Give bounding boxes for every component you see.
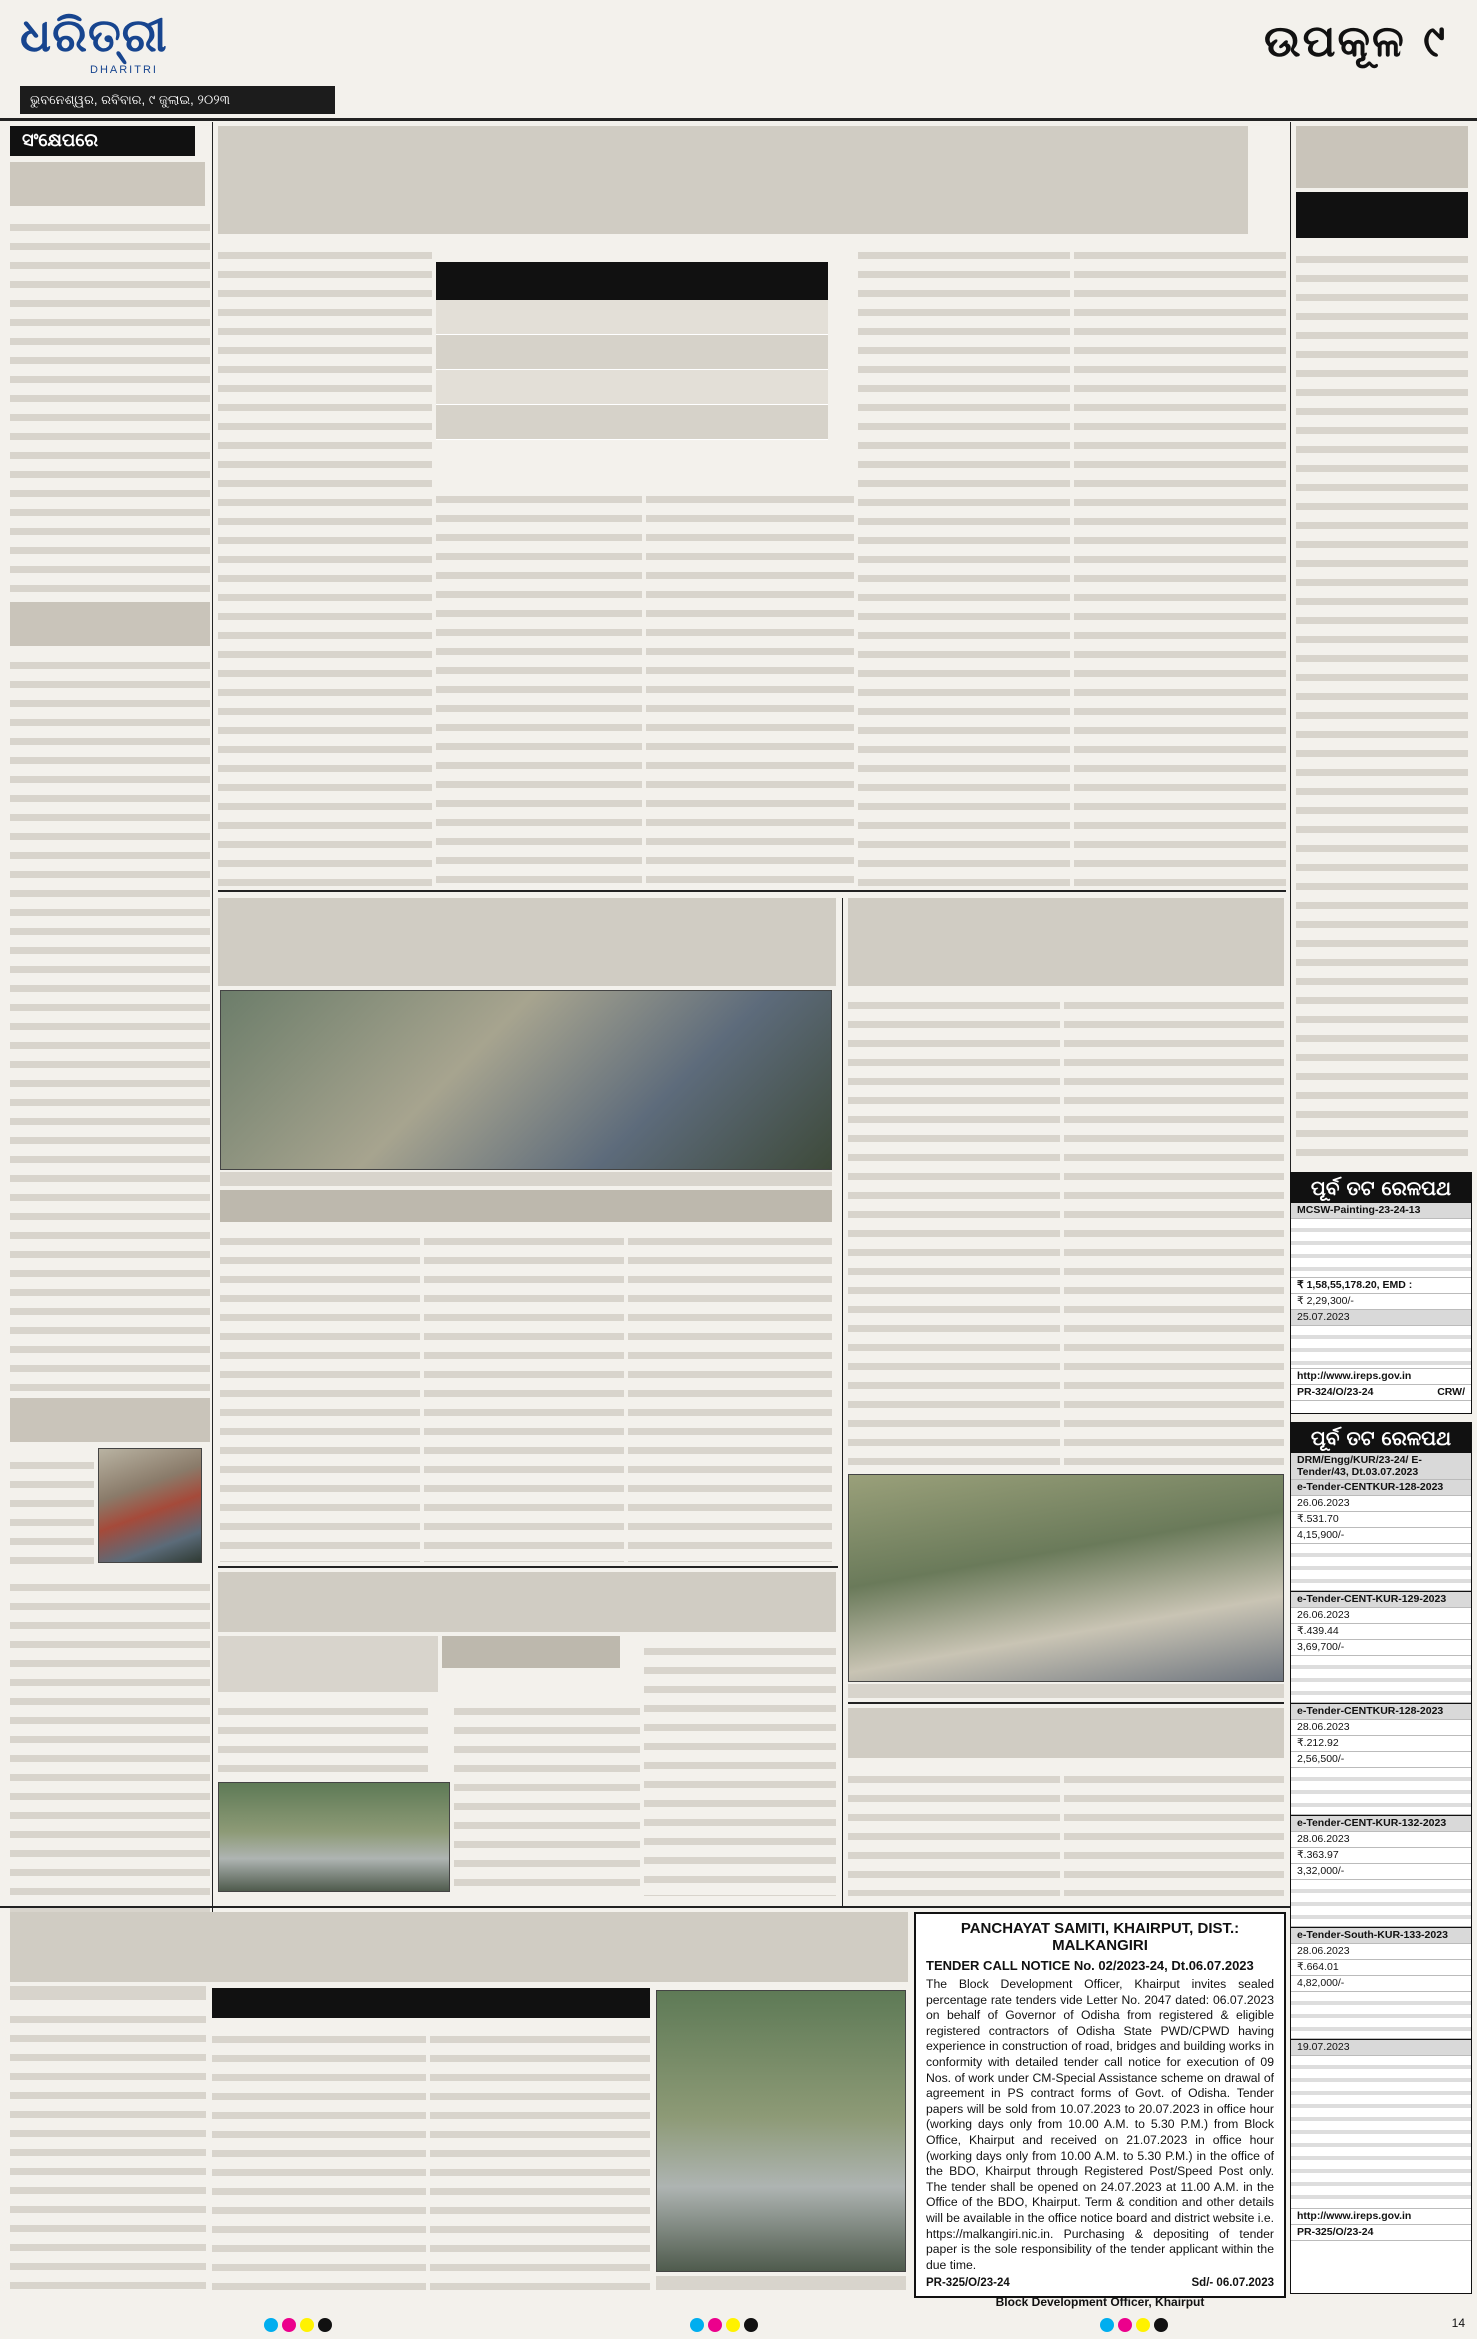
right-headline	[1296, 126, 1468, 188]
logo-text: ଧରିତ୍ରୀ	[20, 8, 168, 62]
tender-signatory: Block Development Officer, Khairput	[995, 2295, 1205, 2310]
section-tag: ସଂକ୍ଷେପରେ	[10, 126, 195, 156]
rail2-item-value: ₹.363.97	[1291, 1848, 1471, 1864]
rail2-item-date: 26.06.2023	[1291, 1608, 1471, 1624]
story4-col2	[454, 1696, 640, 1896]
brief-story-2	[10, 650, 210, 1396]
story5-col2	[1064, 1764, 1284, 1896]
rail2-item-emd: 3,32,000/-	[1291, 1864, 1471, 1880]
rail2-url[interactable]: http://www.ireps.gov.in	[1291, 2209, 1471, 2225]
story3-headline	[848, 898, 1284, 986]
story2-headline	[218, 898, 836, 986]
rail2-item	[1291, 1592, 1471, 1704]
rail2-item-no: e-Tender-CENT-KUR-132-2023	[1291, 1816, 1471, 1832]
logo-latin: DHARITRI	[90, 64, 158, 76]
bottom-col2	[212, 2024, 426, 2298]
bottom-caption	[656, 2276, 906, 2290]
story3-col1	[848, 990, 1060, 1470]
story2-col2	[424, 1226, 624, 1562]
rail1-closing: 25.07.2023	[1291, 1310, 1471, 1326]
reg-mark-yellow	[300, 2318, 314, 2332]
rail1-head: ପୂର୍ବ ତଟ ରେଳପଥ	[1291, 1173, 1471, 1203]
rail-tender-2	[1290, 1422, 1472, 2294]
story2-col1	[220, 1226, 420, 1562]
story5-headline	[848, 1708, 1284, 1758]
bullet-1	[436, 300, 828, 335]
bottom-byline	[10, 1986, 206, 2000]
rail1-footer: CRW/	[1437, 1386, 1465, 1398]
rail2-item-date: 28.06.2023	[1291, 1720, 1471, 1736]
bottom-subhead	[212, 1988, 650, 2018]
story4-headline	[218, 1572, 836, 1632]
rail2-head: ପୂର୍ବ ତଟ ରେଳପଥ	[1291, 1423, 1471, 1453]
story2-photo	[220, 990, 832, 1170]
rail2-closing: 19.07.2023	[1291, 2040, 1471, 2056]
bullet-2	[436, 335, 828, 370]
story5-col1	[848, 1764, 1060, 1896]
story4-photo	[218, 1782, 450, 1892]
rail2-item-date: 28.06.2023	[1291, 1944, 1471, 1960]
rail2-item-date: 28.06.2023	[1291, 1832, 1471, 1848]
rail2-item-emd: 3,69,700/-	[1291, 1640, 1471, 1656]
brief-story-3a	[10, 1450, 94, 1570]
rail1-amount: ₹ 1,58,55,178.20, EMD :	[1291, 1278, 1471, 1294]
rail1-ref: MCSW-Painting-23-24-13	[1291, 1203, 1471, 1219]
dateline: ଭୁବନେଶ୍ୱର, ରବିବାର, ୯ ଜୁଲାଇ, ୨୦୨୩	[20, 86, 335, 114]
rail2-item	[1291, 1816, 1471, 1928]
bottom-headline	[10, 1912, 908, 1982]
masthead-logo	[20, 8, 250, 94]
tender-signed: Sd/- 06.07.2023	[1191, 2277, 1274, 2290]
lead-bullet-box	[436, 262, 828, 480]
rail1-amount2: ₹ 2,29,300/-	[1291, 1294, 1471, 1310]
story3-col2	[1064, 990, 1284, 1470]
rail2-item-value: ₹.439.44	[1291, 1624, 1471, 1640]
brief-headline-2	[10, 602, 210, 646]
tender-body: The Block Development Officer, Khairput invites sealed percentage rate tenders vide Letter No. 2047 dated: 06.07.2023 on behalf of Governor of Odisha from registered & eligible registered contractors of Odisha State PWD/CPWD having experience in construction of road, bridges and building works in conformity with detailed tender call notice for execution of 09 Nos. of work under CM-Special Assistance scheme on drawal of agreement in PS contract forms of Govt. of Odisha. Tender papers will be sold from 10.07.2023 to 20.07.2023 in office hour (working days only from 10.00 A.M. to 5.30 P.M.) from Block Office, Khairput and received on 21.07.2023 in office hour (working days only from 10.00 A.M. to 5.30 P.M.) in the office of the BDO, Khairput through Registered Post/Speed Post only. The tender shall be opened on 24.07.2023 at 11.00 A.M. in the Office of the BDO, Khairput. Term & condition and other details will be available in the office notice board and district website i.e. https://malkangiri.nic.in. Purchasing & depositing of tender paper is the sole responsibility of the tender applicant within the due time.	[926, 1977, 1274, 2272]
brief-headline-1	[10, 162, 205, 208]
obituary-photo	[98, 1448, 202, 1563]
rail-tender-1	[1290, 1172, 1472, 1414]
rail2-pr: PR-325/O/23-24	[1291, 2225, 1471, 2241]
rail2-item-emd: 4,15,900/-	[1291, 1528, 1471, 1544]
rail2-item	[1291, 1704, 1471, 1816]
masthead-rule	[0, 118, 1477, 121]
rail1-url[interactable]: http://www.ireps.gov.in	[1291, 1369, 1471, 1385]
lead-story-col1	[218, 240, 432, 886]
story4-subhead	[442, 1636, 620, 1668]
bullet-4	[436, 405, 828, 440]
story4-col1a	[218, 1696, 428, 1778]
page-number: 14	[1451, 2316, 1465, 2330]
rail2-item	[1291, 1928, 1471, 2040]
story3-photo	[848, 1474, 1284, 1682]
right-subhead	[1296, 192, 1468, 238]
section-name: ଉପକୂଳ ୯	[1263, 16, 1447, 67]
right-story	[1296, 244, 1468, 1168]
lead-story-col2	[436, 484, 642, 886]
rail2-item	[1291, 1480, 1471, 1592]
reg-mark-cyan	[264, 2318, 278, 2332]
rail2-item-value: ₹.531.70	[1291, 1512, 1471, 1528]
brief-headline-3	[10, 1398, 210, 1442]
rail2-item-no: e-Tender-CENT-KUR-129-2023	[1291, 1592, 1471, 1608]
rail2-items	[1291, 1480, 1471, 2040]
bottom-photo	[656, 1990, 906, 2272]
bottom-col1	[10, 2004, 206, 2298]
rail2-item-date: 26.06.2023	[1291, 1496, 1471, 1512]
story2-caption	[220, 1172, 832, 1186]
rail2-item-emd: 2,56,500/-	[1291, 1752, 1471, 1768]
story2-col3	[628, 1226, 832, 1562]
lead-story-col4	[858, 240, 1070, 886]
reg-mark-black	[318, 2318, 332, 2332]
story2-subhead	[220, 1190, 832, 1222]
lead-headline	[218, 126, 1248, 234]
tender-title: PANCHAYAT SAMITI, KHAIRPUT, DIST.: MALKANGIRI	[960, 1920, 1240, 1954]
tender-ref: PR-325/O/23-24	[926, 2277, 1010, 2290]
rail2-item-value: ₹.664.01	[1291, 1960, 1471, 1976]
bullet-3	[436, 370, 828, 405]
bullet-box-title	[436, 262, 828, 300]
lead-story-col5	[1074, 240, 1286, 886]
rail2-item-value: ₹.212.92	[1291, 1736, 1471, 1752]
story3-caption	[848, 1684, 1284, 1698]
rail1-pr: PR-324/O/23-24	[1297, 1386, 1374, 1398]
rail2-item-no: e-Tender-CENTKUR-128-2023	[1291, 1480, 1471, 1496]
story4-byline	[218, 1636, 438, 1692]
lead-story-col3	[646, 484, 854, 886]
reg-mark-magenta	[282, 2318, 296, 2332]
panchayat-tender-notice	[914, 1912, 1286, 2310]
rail2-item-no: e-Tender-South-KUR-133-2023	[1291, 1928, 1471, 1944]
tender-notice-no: TENDER CALL NOTICE No. 02/2023-24, Dt.06.07.2023	[926, 1958, 1254, 1973]
rail2-ref: DRM/Engg/KUR/23-24/ E-Tender/43, Dt.03.07.2023	[1291, 1453, 1471, 1480]
rail2-item-emd: 4,82,000/-	[1291, 1976, 1471, 1992]
story4-col3	[644, 1636, 836, 1896]
rail2-item-no: e-Tender-CENTKUR-128-2023	[1291, 1704, 1471, 1720]
brief-story-1	[10, 212, 210, 598]
brief-story-3b	[10, 1572, 210, 1916]
bottom-col3	[430, 2024, 650, 2298]
